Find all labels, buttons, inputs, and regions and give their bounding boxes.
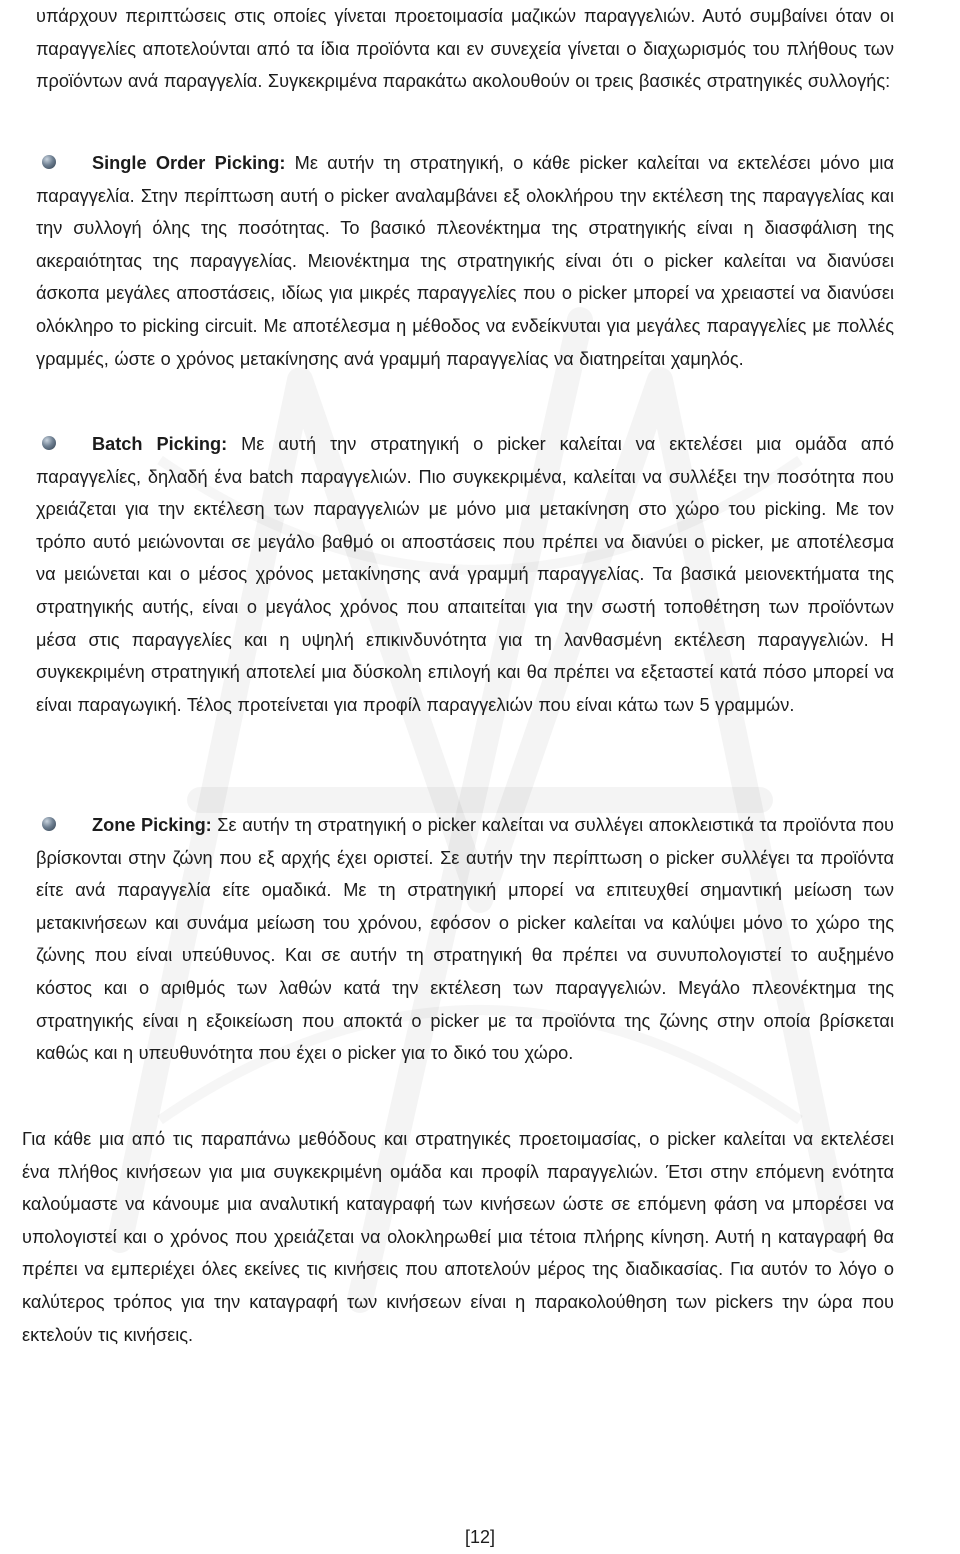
intro-paragraph: υπάρχουν περιπτώσεις στις οποίες γίνεται προετοιμασία μαζικών παραγγελιών. Αυτό συμβαίνει όταν οι παραγγελίες αποτελούνται από τα ίδια προϊόντα και εν συνεχεία γίνεται ο διαχωρισμός του πλήθους των προϊόντων ανά παραγγελία. Συγκεκριμένα παρακάτω ακολουθούν οι τρεις βασικές στρατηγικές συλλογής: [36,6,894,92]
strategy-batch [36,428,894,721]
strategy-single-order [36,147,894,375]
page-number: [12] [464,1527,496,1547]
strategy-term: Zone Picking: [92,815,212,835]
strategy-description: Με αυτή την στρατηγική ο picker καλείται να εκτελέσει μια ομάδα από παραγγελίες, δηλαδή ένα batch παραγγελιών. Πιο συγκεκριμένα, καλείται να συλλέξει την ποσότητα που χρειάζεται για την εκτέλεση των παραγγελιών με μόνο μια μετακίνηση στο χώρο του picking. Με τον τρόπο αυτό μειώνονται σε μεγάλο βαθμό οι αποστάσεις που πρέπει να διανύει ο picker, με αποτέλεσμα να μειώνεται και ο μέσος χρόνος μετακίνησης ανά γραμμή παραγγελίας. Τα βασικά μειονεκτήματα της στρατηγικής αυτής, είναι ο μεγάλος χρόνος που απαιτείται για την σωστή τοποθέτηση των προϊόντων μέσα στις παραγγελίες και η υψηλή επικινδυνότητα για τη λανθασμένη εκτέλεση παραγγελιών. Η συγκεκριμένη στρατηγική αποτελεί μια δύσκολη επιλογή και θα πρέπει να εξεταστεί κατά πόσο μπορεί να είναι παραγωγική. Τέλος προτείνεται για προφίλ παραγγελιών που είναι κάτω των 5 γραμμών. [36,434,894,715]
strategy-description: Σε αυτήν τη στρατηγική ο picker καλείται να συλλέγει αποκλειστικά τα προϊόντα που βρίσκονται στην ζώνη που εξ αρχής έχει οριστεί. Σε αυτήν την περίπτωση ο picker συλλέγει τα προϊόντα είτε ανά παραγγελία είτε ομαδικά. Με τη στρατηγική μπορεί να επιτευχθεί σημαντική μείωση των μετακινήσεων και συνάμα μείωση του χρόνου, εφόσον ο picker καλείται να καλύψει μόνο το χώρο της ζώνης που είναι υπεύθυνος. Και σε αυτήν τη στρατηγική θα πρέπει να συνυπολογιστεί το αυξημένο κόστος και ο αριθμός των λαθών κατά την εκτέλεση των παραγγελιών. Μεγάλο πλεονέκτημα της στρατηγικής είναι η εξοικείωση που αποκτά ο picker με τα προϊόντα της ζώνης στην οποία βρίσκεται καθώς και η υπευθυνότητα που έχει ο picker για το δικό του χώρο. [36,815,895,1064]
strategy-description: Με αυτήν τη στρατηγική, ο κάθε picker καλείται να εκτελέσει μόνο μια παραγγελία. Στην περίπτωση αυτή ο picker αναλαμβάνει εξ ολοκλήρου την εκτέλεση της παραγγελίας και την συλλογή όλης της ποσότητας. Το βασικό πλεονέκτημα της στρατηγικής είναι η διασφάλιση της ακεραιότητας της παραγγελίας. Μειονέκτημα της στρατηγικής είναι ότι ο picker καλείται να διανύσει άσκοπα μεγάλες αποστάσεις, ιδίως για μικρές παραγγελίες που ο picker μπορεί να χρειαστεί να διανύσει ολόκληρο το picking circuit. Με αποτέλεσμα η μέθοδος να ενδείκνυται για μεγάλες παραγγελίες με πολλές γραμμές, ώστε ο χρόνος μετακίνησης ανά γραμμή παραγγελίας να διατηρείται χαμηλός. [36,153,894,369]
strategy-term: Single Order Picking: [92,153,286,173]
strategy-zone [36,809,894,1070]
strategy-term: Batch Picking: [92,434,228,454]
closing-paragraph: Για κάθε μια από τις παραπάνω μεθόδους και στρατηγικές προετοιμασίας, ο picker καλείται να εκτελέσει ένα πλήθος κινήσεων για μια συγκεκριμένη ομάδα και προφίλ παραγγελιών. Έτσι στην επόμενη ενότητα καλούμαστε να κάνουμε μια αναλυτική καταγραφή των κινήσεων ώστε σε επόμενη φάση να μπορέσει να υπολογιστεί και ο χρόνος που χρειάζεται να ολοκληρωθεί μια τέτοια πλήρης κίνηση. Αυτή η καταγραφή θα πρέπει να εμπεριέχει όλες εκείνες τις κινήσεις που αποτελούν μέρος της διαδικασίας. Για αυτόν το λόγο ο καλύτερος τρόπος για την καταγραφή των κινήσεων είναι η παρακολούθηση των pickers την ώρα που εκτελούν τις κινήσεις. [22,1129,894,1345]
